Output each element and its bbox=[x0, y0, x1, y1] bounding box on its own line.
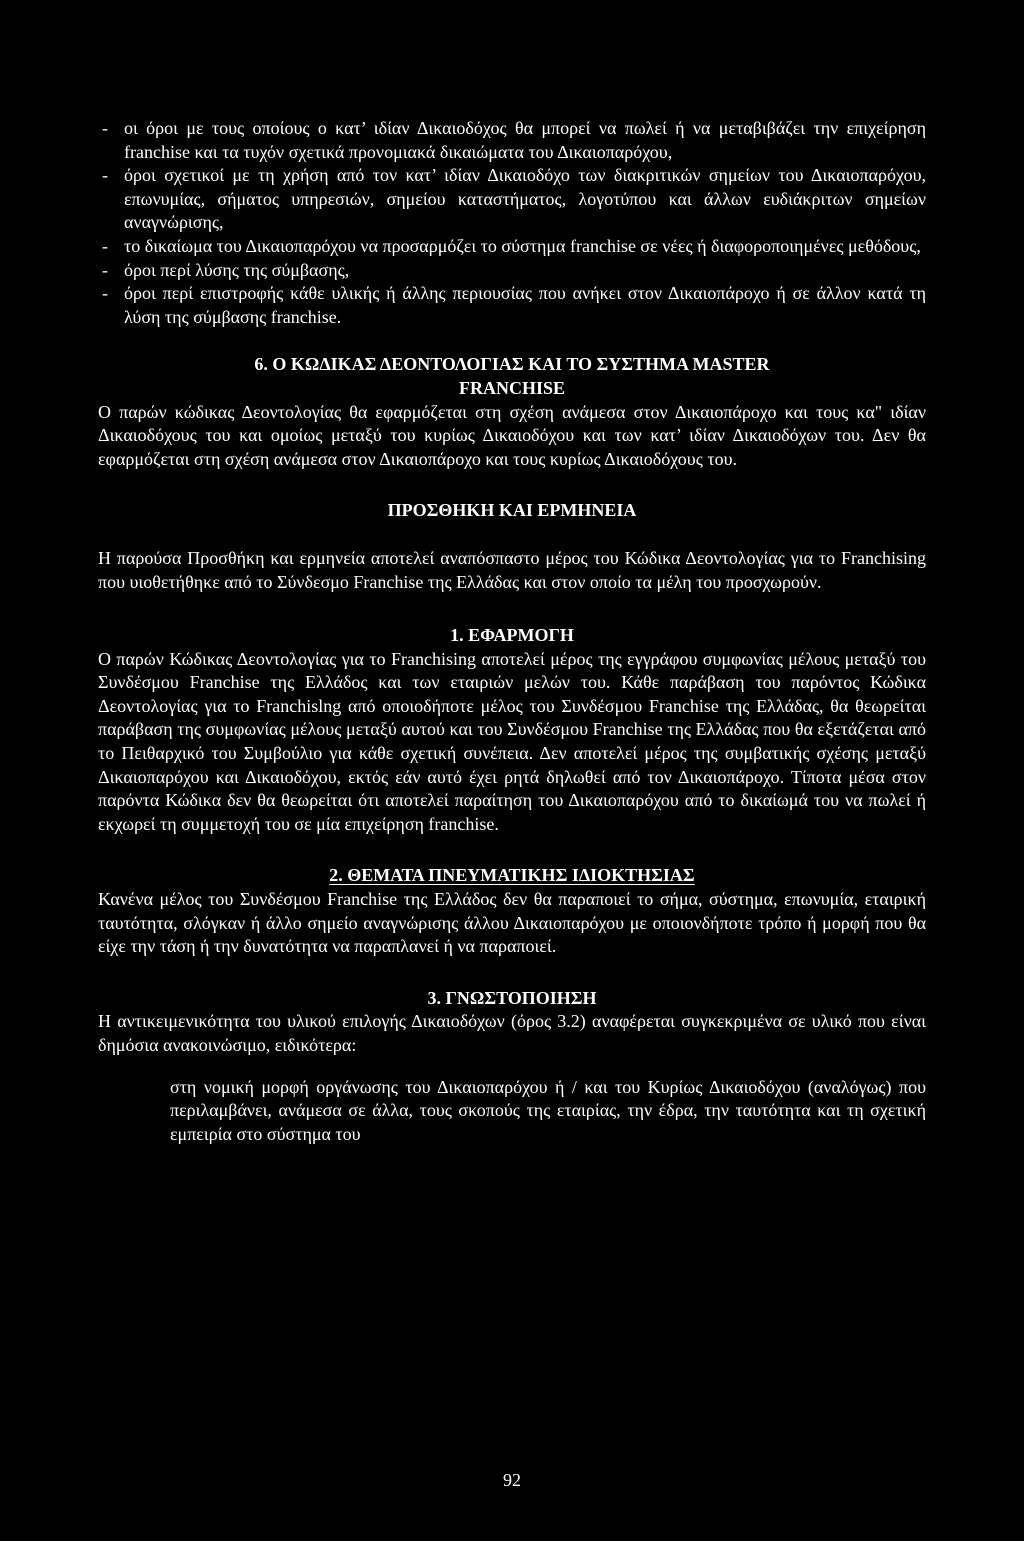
addendum-text: Η παρούσα Προσθήκη και ερμηνεία αποτελεί αναπόσπαστο μέρος του Κώδικα Δεοντολογίας για το Franchising που υιοθετήθηκε από το Σύνδεσμο Franchise της Ελλάδας και στον οποίο τα μέλη του προσχωρούν. bbox=[98, 547, 926, 592]
section-6-text: Ο παρών κώδικας Δεοντολογίας θα εφαρμόζεται στη σχέση ανάμεσα στον Δικαιοπάροχο και τους κα" ιδίαν Δικαιοδόχους του και ομοίως μεταξύ του κυρίως Δικαιοδόχου και των κατ’ ιδίαν Δικαιοδόχων του. Δεν θα εφαρμόζεται στη σχέση ανάμεσα στον Δικαιοπάροχο και τους κυρίως Δικαιοδόχους του. bbox=[98, 401, 926, 469]
section-2-text: Κανένα μέλος του Συνδέσμου Franchise της Ελλάδος δεν θα παραποιεί το σήμα, σύστημα, επωνυμία, εταιρική ταυτότητα, σλόγκαν ή άλλο σημείο αναγνώρισης άλλου Δικαιοπαρόχου με οποιονδήποτε τρόπο ή μορφή που θα είχε την τάση ή την δυνατότητα να παραπλανεί ή να παραποιεί. bbox=[98, 889, 926, 957]
list-item bbox=[98, 117, 926, 164]
bullet-list bbox=[98, 117, 926, 329]
section-6-heading bbox=[98, 353, 926, 400]
section-6-heading-line2: FRANCHISE bbox=[458, 377, 565, 398]
section-2-heading bbox=[98, 864, 926, 888]
bullet-text: το δικαίωμα του Δικαιοπαρόχου να προσαρμόζει το σύστημα franchise σε νέες ή διαφοροποιημένες μεθόδους, bbox=[124, 235, 921, 256]
list-item bbox=[98, 282, 926, 329]
list-item bbox=[98, 164, 926, 235]
bullet-text: όροι σχετικοί με τη χρήση από τον κατ’ ιδίαν Δικαιοδόχο των διακριτικών σημείων του Δικαιοπαρόχου, επωνυμίας, σήματος υπηρεσιών, σημείου καταστήματος, λογοτύπου και άλλων ευδιάκριτων σημείων αναγνώρισης, bbox=[124, 165, 926, 233]
bullet-text: όροι περί λύσης της σύμβασης, bbox=[124, 259, 350, 280]
list-item bbox=[98, 259, 926, 283]
section-1-heading: 1. ΕΦΑΡΜΟΓΗ bbox=[450, 625, 574, 646]
bullet-dash: - bbox=[102, 235, 108, 256]
section-6-heading-line1: 6. Ο ΚΩΔΙΚΑΣ ΔΕΟΝΤΟΛΟΓΙΑΣ ΚΑΙ ΤΟ ΣΥΣΤΗΜΑ MASTER bbox=[254, 354, 770, 375]
section-3-indented-text: στη νομική μορφή οργάνωσης του Δικαιοπαρόχου ή / και του Κυρίως Δικαιοδόχου (αναλόγως) που περιλαμβάνει, ανάμεσα σε άλλα, τους σκοπούς της εταιρίας, την έδρα, την ταυτότητα και τη σχετική εμπειρία στο σύστημα του bbox=[170, 1076, 926, 1144]
section-2-heading-text: 2. ΘΕΜΑΤΑ ΠΝΕΥΜΑΤΙΚΗΣ ΙΔΙΟΚΤΗΣΙΑΣ bbox=[329, 865, 695, 886]
bullet-dash: - bbox=[102, 118, 108, 138]
section-1-text: Ο παρών Κώδικας Δεοντολογίας για το Franchising αποτελεί μέρος της εγγράφου συμφωνίας μέλους μεταξύ του Συνδέσμου Franchise της Ελλάδος και των εταιριών μελών του. Κάθε παράβαση του παρόντος Κώδικα Δεοντολογίας για το Franchislng από οποιοδήποτε μέλος του Συνδέσμου Franchise της Ελλάδας, θα θεωρείται παράβαση της συμφωνίας μέλους μεταξύ αυτού και του Συνδέσμου Franchise της Ελλάδας που θα εξετάζεται από το Πειθαρχικό του Συμβούλιο για κάθε σχετική συνέπεια. Δεν αποτελεί μέρος της συμβατικής σχέσης μεταξύ Δικαιοπαρόχου και Δικαιοδόχου, εκτός εάν αυτό έχει ρητά δηλωθεί από τον Δικαιοπάροχο. Τίποτα μέσα στον παρόντα Κώδικα δεν θα θεωρείται ότι αποτελεί παραίτηση του Δικαιοπαρόχου από το δικαίωμά του να πωλεί ή εκχωρεί τη συμμετοχή του σε μία επιχείρηση franchise. bbox=[98, 648, 926, 834]
section-3-heading: 3. ΓΝΩΣΤΟΠΟΙΗΣΗ bbox=[427, 987, 597, 1008]
addendum-heading: ΠΡΟΣΘΗΚΗ ΚΑΙ ΕΡΜΗΝΕΙΑ bbox=[387, 500, 637, 521]
bullet-text: οι όροι με τους οποίους ο κατ’ ιδίαν Δικαιοδόχος θα μπορεί να πωλεί ή να μεταβιβάζει την επιχείρηση franchise και τα τυχόν σχετικά προνομιακά δικαιώματα του Δικαιοπαρόχου, bbox=[124, 118, 926, 162]
bullet-dash: - bbox=[102, 283, 108, 304]
bullet-text: όροι περί επιστροφής κάθε υλικής ή άλλης περιουσίας που ανήκει στον Δικαιοπάροχο ή σε άλλον κατά τη λύση της σύμβασης franchise. bbox=[124, 283, 926, 327]
bullet-dash: - bbox=[102, 259, 108, 280]
page-number: 92 bbox=[503, 1470, 521, 1490]
list-item bbox=[98, 235, 926, 259]
bullet-dash: - bbox=[102, 165, 108, 186]
section-3-text: Η αντικειμενικότητα του υλικού επιλογής Δικαιοδόχων (όρος 3.2) αναφέρεται συγκεκριμένα σε υλικό που είναι δημόσια ανακοινώσιμο, ειδικότερα: bbox=[98, 1011, 926, 1055]
document-page bbox=[98, 117, 926, 1164]
